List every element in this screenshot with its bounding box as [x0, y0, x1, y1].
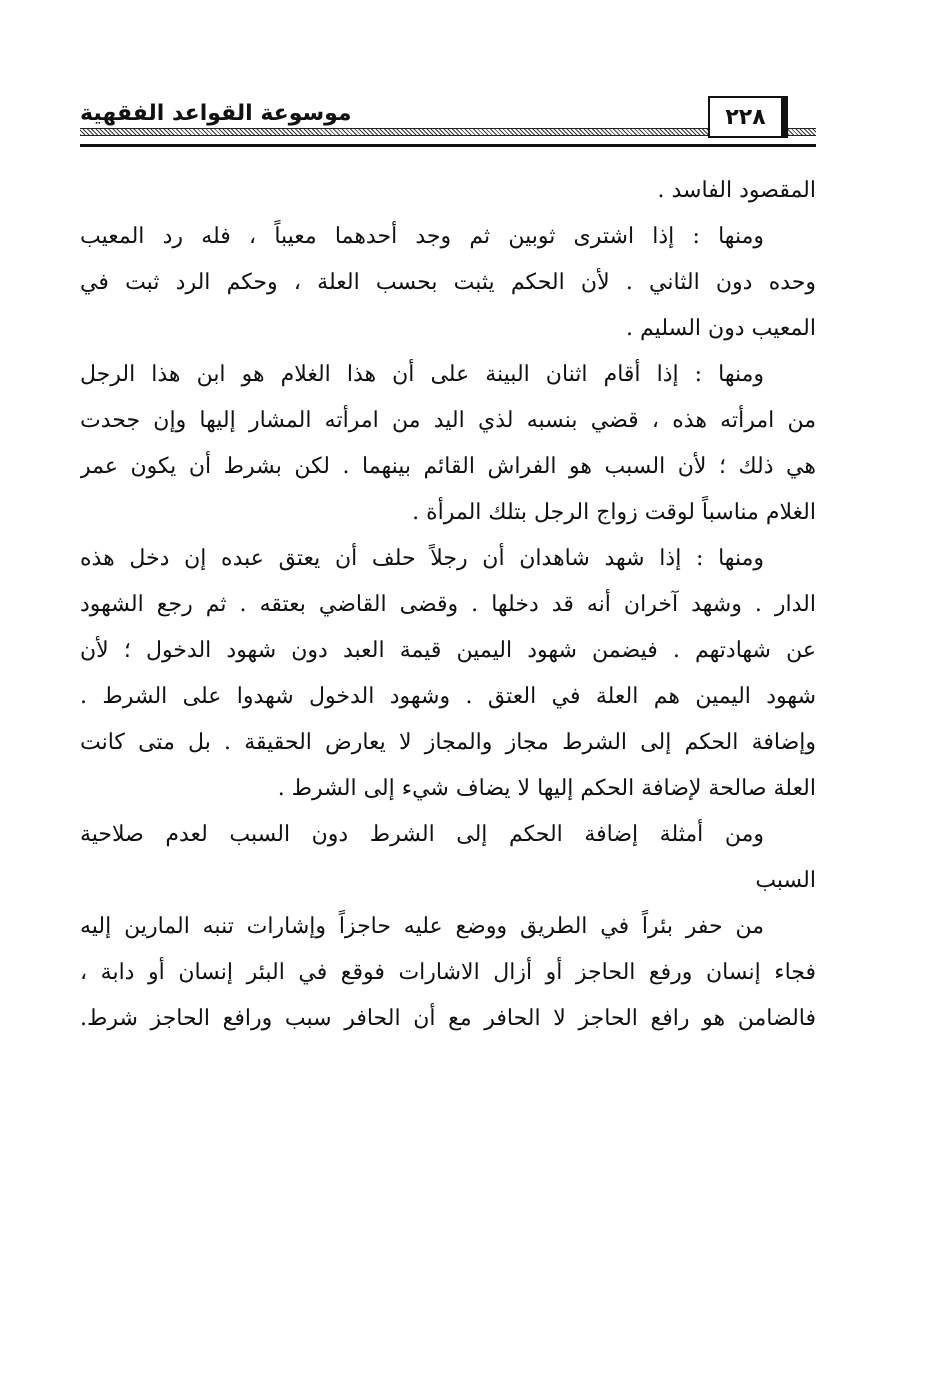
text-line: ومن أمثلة إضافة الحكم إلى الشرط دون السبب لعدم صلاحية: [80, 822, 764, 847]
text-line: المقصود الفاسد .: [657, 178, 816, 203]
text-line: من حفر بئراً في الطريق ووضع عليه حاجزاً وإشارات تنبه المارين إليه: [80, 914, 764, 939]
text-line: وحده دون الثاني . لأن الحكم يثبت بحسب العلة ، وحكم الرد ثبت في: [80, 270, 816, 295]
book-title: موسوعة القواعد الفقهية: [80, 101, 352, 126]
page-number: ٢٢٨: [708, 96, 788, 138]
text-line: وإضافة الحكم إلى الشرط مجاز والمجاز لا يعارض الحقيقة . بل متى كانت: [80, 730, 816, 755]
text-line: العلة صالحة لإضافة الحكم إليها لا يضاف شيء إلى الشرط .: [277, 776, 816, 801]
text-line: هي ذلك ؛ لأن السبب هو الفراش القائم بينهما . لكن بشرط أن يكون عمر: [80, 454, 816, 479]
text-line: المعيب دون السليم .: [626, 316, 816, 341]
running-header: [80, 92, 816, 152]
text-line: الغلام مناسباً لوقت زواج الرجل بتلك المرأة .: [412, 500, 816, 525]
text-line: من امرأته هذه ، قضي بنسبه لذي اليد من امرأته المشار إليها وإن جحدت: [80, 408, 816, 433]
text-line: عن شهادتهم . فيضمن شهود اليمين قيمة العبد دون شهود الدخول ؛ لأن: [80, 638, 816, 663]
text-line: فجاء إنسان ورفع الحاجز أو أزال الاشارات فوقع في البئر إنسان أو دابة ،: [80, 960, 816, 985]
text-line: الدار . وشهد آخران أنه قد دخلها . وقضى القاضي بعتقه . ثم رجع الشهود: [80, 592, 816, 617]
text-line: السبب: [755, 868, 816, 893]
text-line: شهود اليمين هم العلة في العتق . وشهود الدخول شهدوا على الشرط .: [80, 684, 816, 709]
header-hatched-band: [80, 128, 816, 136]
header-rule: [80, 144, 816, 147]
text-line: ومنها : إذا شهد شاهدان أن رجلاً حلف أن يعتق عبده إن دخل هذه: [80, 546, 764, 571]
text-line: ومنها : إذا اشترى ثوبين ثم وجد أحدهما معيباً ، فله رد المعيب: [80, 224, 764, 249]
text-line: فالضامن هو رافع الحاجز لا الحافر مع أن الحافر سبب ورافع الحاجز شرط.: [80, 1006, 816, 1031]
page-body: [80, 168, 816, 1042]
text-line: ومنها : إذا أقام اثنان البينة على أن هذا الغلام هو ابن هذا الرجل: [80, 362, 765, 387]
